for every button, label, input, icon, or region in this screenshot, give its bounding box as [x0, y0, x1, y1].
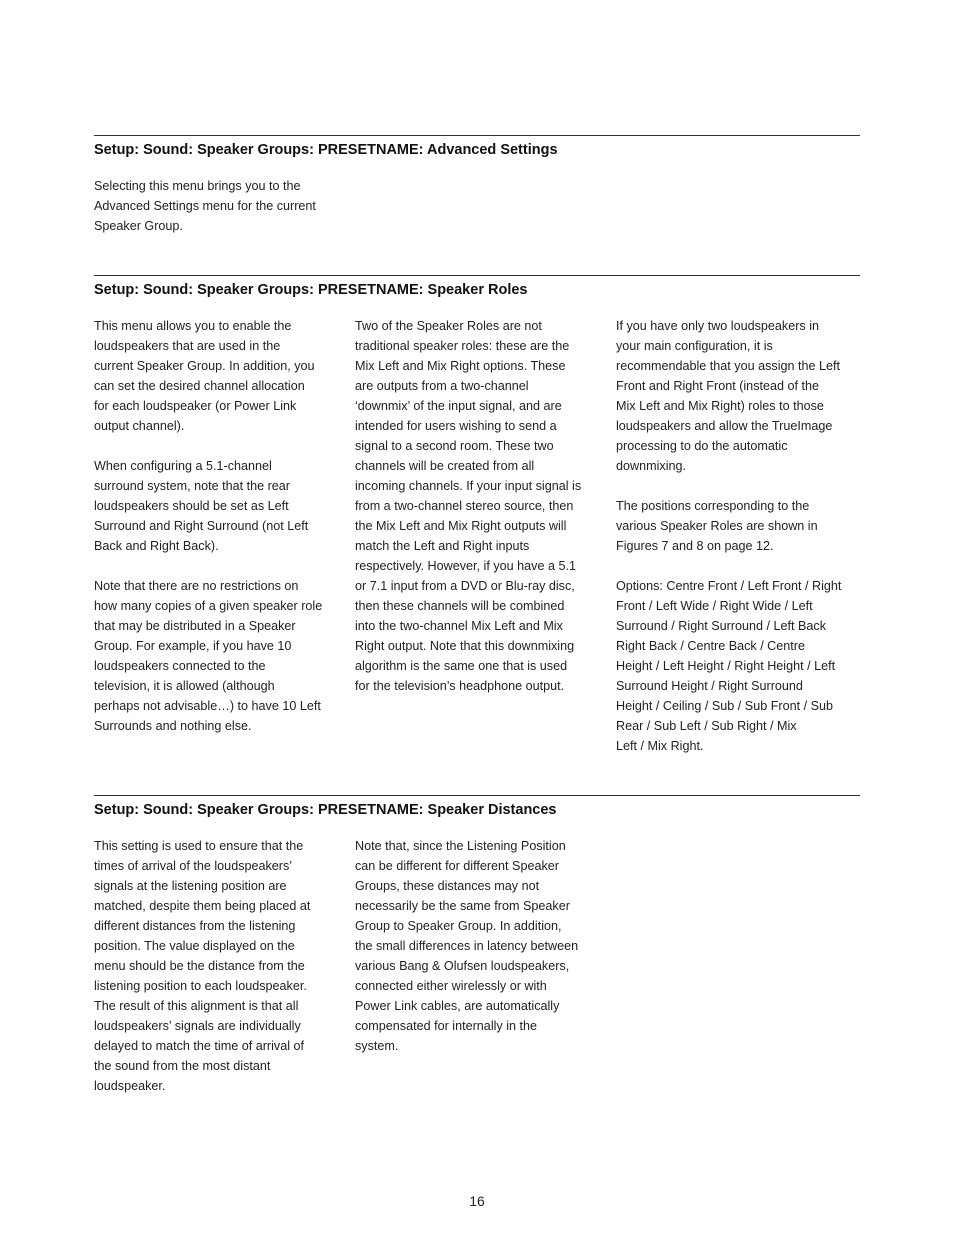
text-column-3	[616, 316, 866, 756]
text-column-1	[94, 316, 342, 736]
section-heading: Setup: Sound: Speaker Groups: PRESETNAME: Speaker Distances	[94, 802, 557, 818]
paragraph: Note that there are no restrictions on how many copies of a given speaker role that may be distributed in a Speaker Group. For example, if you have 10 loudspeakers connected to the television, it is allowed (although perhaps not advisable…) to have 10 Left Surrounds and nothing else.	[94, 579, 323, 733]
section-divider	[94, 135, 860, 136]
section-heading: Setup: Sound: Speaker Groups: PRESETNAME: Speaker Roles	[94, 282, 528, 298]
section-heading: Setup: Sound: Speaker Groups: PRESETNAME: Advanced Settings	[94, 142, 558, 158]
paragraph: Note that, since the Listening Position can be different for different Speaker Groups, these distances may not necessarily be the same from Speaker Group to Speaker Group. In addition, the small differences in latency between various Bang & Olufsen loudspeakers, connected either wirelessly or with Power Link cables, are automatically compensated for internally in the system.	[355, 839, 579, 1053]
paragraph: Two of the Speaker Roles are not traditional speaker roles: these are the Mix Left and Mix Right options. These are outputs from a two-channel ‘downmix’ of the input signal, and are intended for users wishing to send a signal to a second room. These two channels will be created from all incoming channels. If your input signal is from a two-channel stereo source, then the Mix Left and Mix Right outputs will match the Left and Right inputs respectively. However, if you have a 5.1 or 7.1 input from a DVD or Blu-ray disc, then these channels will be combined into the two-channel Mix Left and Mix Right output. Note that this downmixing algorithm is the same one that is used for the television’s headphone output.	[355, 319, 582, 693]
paragraph: When configuring a 5.1-channel surround system, note that the rear loudspeakers should be set as Left Surround and Right Surround (not Left Back and Right Back).	[94, 459, 309, 553]
paragraph: Selecting this menu brings you to the Advanced Settings menu for the current Speaker Group.	[94, 179, 316, 233]
paragraph: This setting is used to ensure that the times of arrival of the loudspeakers’ signals at the listening position are matched, despite them being placed at different distances from the listening position. The value displayed on the menu should be the distance from the listening position to each loudspeaker. The result of this alignment is that all loudspeakers’ signals are individually delayed to match the time of arrival of the sound from the most distant loudspeaker.	[94, 839, 311, 1093]
text-column-1	[94, 176, 342, 236]
paragraph: If you have only two loudspeakers in your main configuration, it is recommendable that you assign the Left Front and Right Front (instead of the Mix Left and Mix Right) roles to those loudspeakers and allow the TrueImage processing to do the automatic downmixing.	[616, 319, 841, 473]
paragraph: Options: Centre Front / Left Front / Right Front / Left Wide / Right Wide / Left Surround / Right Surround / Left Back Right Back / Centre Back / Centre Height / Left Height / Right Height / Left Surround Height / Right Surround Height / Ceiling / Sub / Sub Front / Sub Rear / Sub Left / Sub Right / Mix Left / Mix Right.	[616, 579, 842, 753]
text-column-2	[355, 316, 603, 696]
section-divider	[94, 275, 860, 276]
section-speaker-roles	[94, 275, 860, 753]
paragraph: This menu allows you to enable the loudspeakers that are used in the current Speaker Group. In addition, you can set the desired channel allocation for each loudspeaker (or Power Link output channel).	[94, 319, 315, 433]
section-divider	[94, 795, 860, 796]
text-column-2	[355, 836, 603, 1056]
text-column-1	[94, 836, 342, 1096]
section-advanced-settings	[94, 135, 860, 233]
page-number: 16	[469, 1193, 485, 1209]
paragraph: The positions corresponding to the various Speaker Roles are shown in Figures 7 and 8 on page 12.	[616, 499, 818, 553]
section-speaker-distances	[94, 795, 860, 1093]
